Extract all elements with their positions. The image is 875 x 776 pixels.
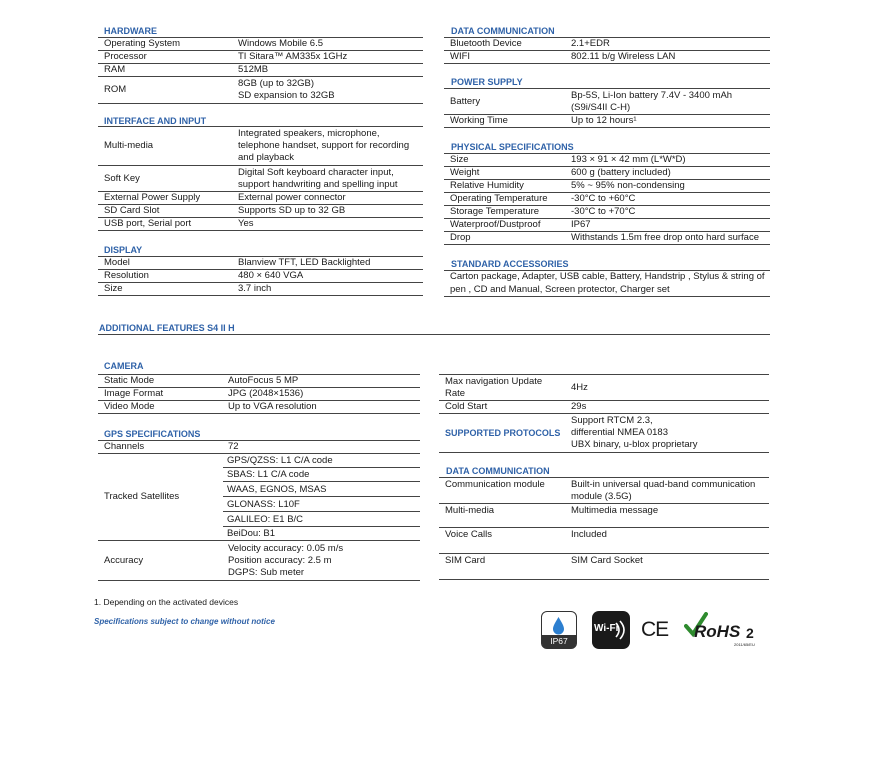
- gps-title: GPS SPECIFICATIONS: [104, 429, 201, 439]
- gps-table: [98, 441, 420, 581]
- navigation-table: [439, 375, 769, 453]
- table-row: Max navigation Update Rate 4Hz: [439, 375, 769, 401]
- table-row: Multi-media Multimedia message: [439, 504, 769, 528]
- table-row: Size 193 × 91 × 42 mm (L*W*D): [444, 154, 770, 167]
- table-row: Multi-media Integrated speakers, microphone, telephone handset, support for recording and playback: [98, 127, 423, 166]
- table-row: SIM Card SIM Card Socket: [439, 554, 769, 580]
- table-row: Accuracy Velocity accuracy: 0.05 m/s Position accuracy: 2.5 m DGPS: Sub meter: [98, 541, 420, 581]
- wifi-waves-icon: [614, 620, 628, 640]
- list-item: SBAS: L1 C/A code: [223, 468, 420, 482]
- additional-rule: [98, 334, 770, 335]
- rohs-number: 2: [746, 625, 754, 641]
- rohs-directive: 2011/65/EU: [734, 642, 755, 647]
- rohs-logo: [684, 612, 758, 652]
- table-row: Channels 72: [98, 441, 420, 454]
- datacomm2-title: DATA COMMUNICATION: [446, 466, 550, 476]
- physical-table: [444, 154, 770, 245]
- hardware-table: [98, 38, 423, 104]
- table-row: ROM 8GB (up to 32GB) SD expansion to 32GB: [98, 77, 423, 104]
- ce-logo: CE: [641, 618, 669, 641]
- table-row: Relative Humidity 5% ~ 95% non-condensing: [444, 180, 770, 193]
- interface-table: [98, 127, 423, 231]
- table-row: Communication module Built-in universal quad-band communication module (3.5G): [439, 478, 769, 504]
- table-row: Resolution 480 × 640 VGA: [98, 270, 423, 283]
- camera-table: [98, 375, 420, 414]
- power-title: POWER SUPPLY: [451, 77, 523, 87]
- table-row: External Power Supply External power connector: [98, 192, 423, 205]
- table-row: RAM 512MB: [98, 64, 423, 77]
- table-row: Model Blanview TFT, LED Backlighted: [98, 257, 423, 270]
- physical-title: PHYSICAL SPECIFICATIONS: [451, 142, 574, 152]
- table-row: Weight 600 g (battery included): [444, 167, 770, 180]
- table-row: Processor TI Sitara™ AM335x 1GHz: [98, 51, 423, 64]
- table-row: Storage Temperature -30°C to +70°C: [444, 206, 770, 219]
- table-row: USB port, Serial port Yes: [98, 218, 423, 231]
- list-item: GPS/QZSS: L1 C/A code: [223, 454, 420, 468]
- hardware-title: HARDWARE: [104, 26, 157, 36]
- table-row: Waterproof/Dustproof IP67: [444, 219, 770, 232]
- table-row: Working Time Up to 12 hours¹: [444, 115, 770, 128]
- water-drop-icon: [542, 614, 575, 636]
- accessories-text: Carton package, Adapter, USB cable, Battery, Handstrip , Stylus & string of pen , CD and Manual, Screen protector, Charger set: [450, 271, 765, 295]
- list-item: GALILEO: E1 B/C: [223, 512, 420, 527]
- table-row: WIFI 802.11 b/g Wireless LAN: [444, 51, 770, 64]
- table-row: Operating Temperature -30°C to +60°C: [444, 193, 770, 206]
- table-row: Battery Bp-5S, Li-Ion battery 7.4V - 3400 mAh (S9i/S4II C-H): [444, 89, 770, 115]
- ip67-logo: [541, 611, 577, 649]
- ip67-label: IP67: [542, 635, 576, 648]
- rohs-label: RoHS: [694, 622, 741, 641]
- list-item: WAAS, EGNOS, MSAS: [223, 482, 420, 497]
- table-row: Bluetooth Device 2.1+EDR: [444, 38, 770, 51]
- accessories-title: STANDARD ACCESSORIES: [451, 259, 569, 269]
- footnote: 1. Depending on the activated devices: [94, 597, 239, 607]
- wifi-label: Wi-Fi: [594, 623, 619, 634]
- accessories-bottom-rule: [444, 296, 770, 297]
- table-row: Soft Key Digital Soft keyboard character input, support handwriting and spelling input: [98, 166, 423, 192]
- additional-title: ADDITIONAL FEATURES S4 II H: [99, 323, 235, 333]
- table-row: Operating System Windows Mobile 6.5: [98, 38, 423, 51]
- protocols-row: SUPPORTED PROTOCOLS Support RTCM 2.3, differential NMEA 0183 UBX binary, u-blox proprietary: [439, 414, 769, 453]
- table-row: Image Format JPG (2048×1536): [98, 388, 420, 401]
- wifi-logo: [592, 611, 630, 649]
- power-table: [444, 89, 770, 128]
- list-item: BeiDou: B1: [227, 528, 276, 539]
- table-row: SD Card Slot Supports SD up to 32 GB: [98, 205, 423, 218]
- table-row: Drop Withstands 1.5m free drop onto hard surface: [444, 232, 770, 245]
- table-row: Static Mode AutoFocus 5 MP: [98, 375, 420, 388]
- notice: Specifications subject to change without notice: [94, 617, 275, 626]
- camera-title: CAMERA: [104, 361, 144, 371]
- interface-title: INTERFACE AND INPUT: [104, 116, 207, 126]
- tracked-list: [223, 454, 420, 540]
- table-row: Voice Calls Included: [439, 528, 769, 554]
- datacomm2-table: [439, 478, 769, 580]
- display-title: DISPLAY: [104, 245, 143, 255]
- tracked-satellites-row: Tracked Satellites GPS/QZSS: L1 C/A code SBAS: L1 C/A code WAAS, EGNOS, MSAS GLONASS: L10F GALILEO: E1 B/C BeiDou: B1: [98, 454, 420, 541]
- datacomm1-title: DATA COMMUNICATION: [451, 26, 555, 36]
- table-row: Video Mode Up to VGA resolution: [98, 401, 420, 414]
- table-row: Cold Start 29s: [439, 401, 769, 414]
- table-row: Size 3.7 inch: [98, 283, 423, 296]
- list-item: GLONASS: L10F: [223, 497, 420, 512]
- datacomm1-table: [444, 38, 770, 64]
- display-table: [98, 257, 423, 296]
